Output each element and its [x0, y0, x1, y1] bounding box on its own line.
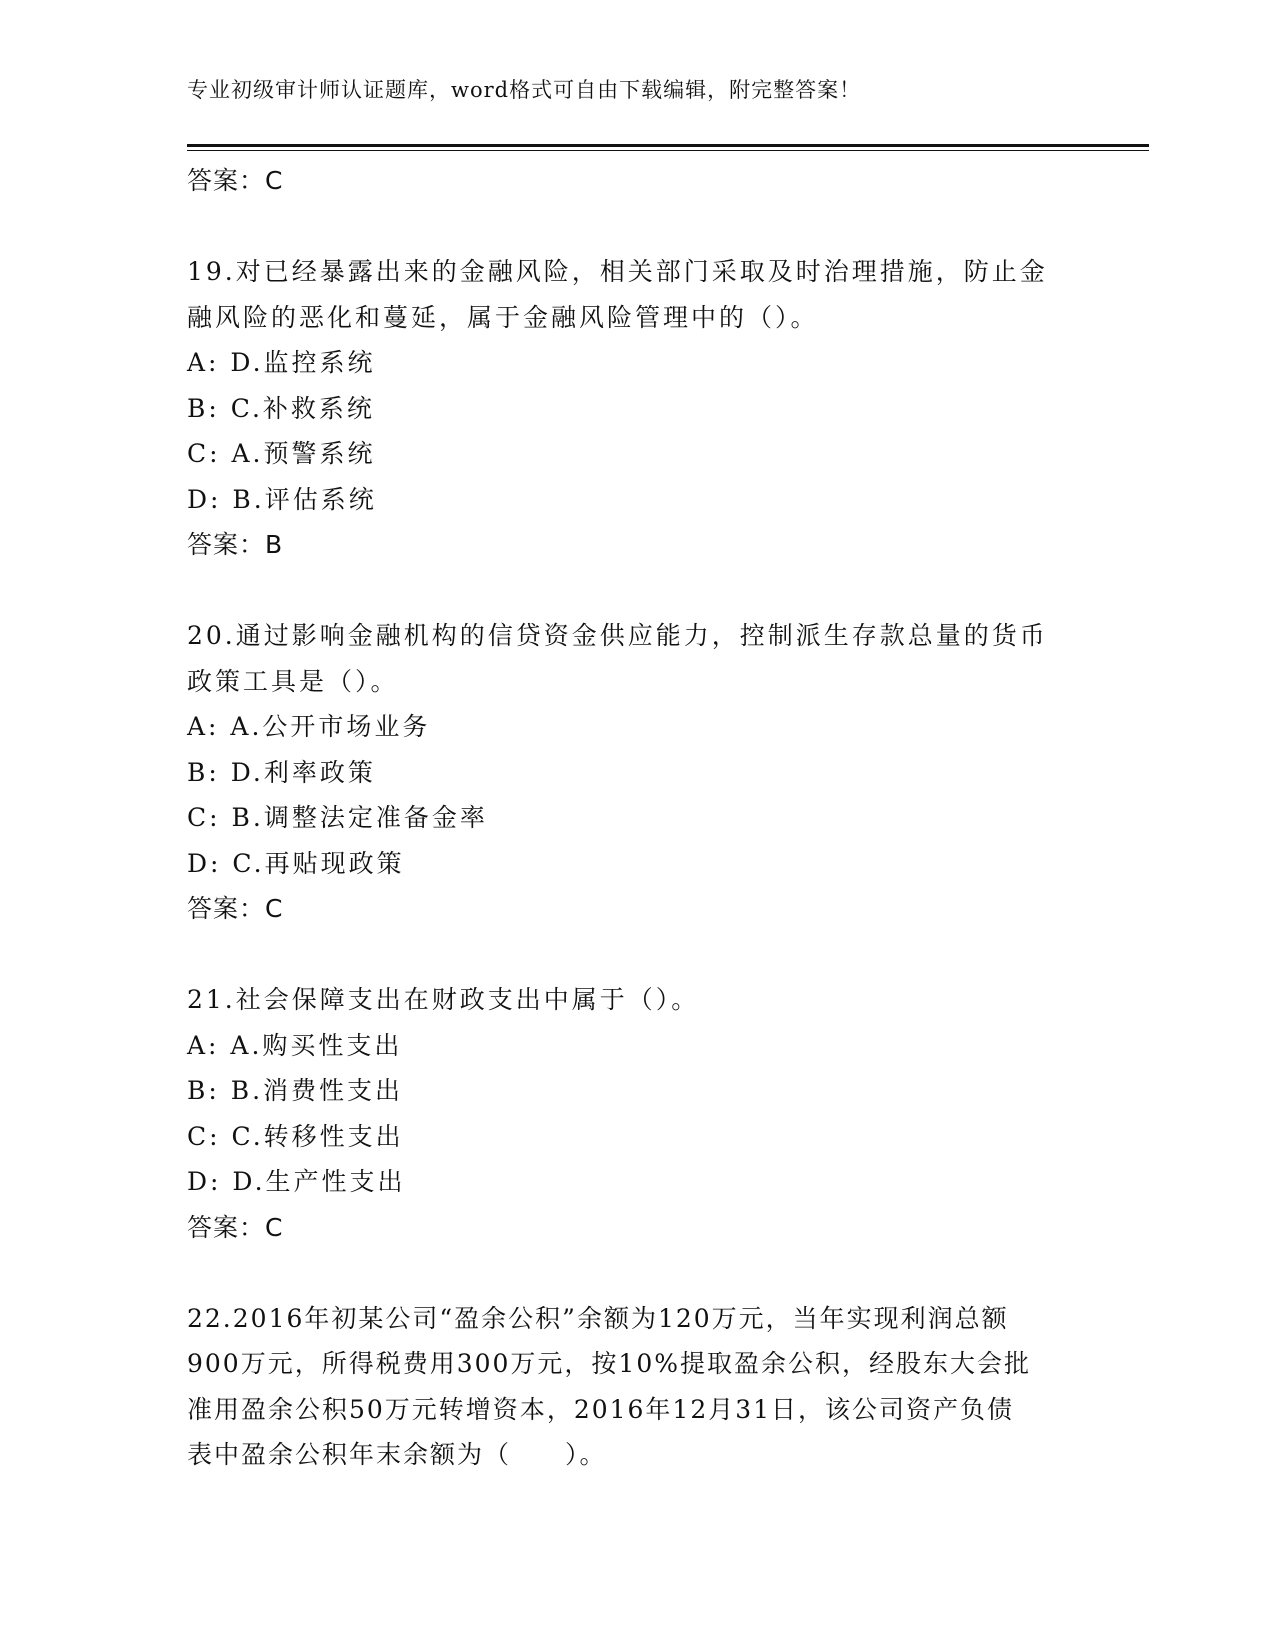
option-a: A: A.购买性支出: [187, 1030, 403, 1060]
question-text-line: 表中盈余公积年末余额为（ ）。: [187, 1440, 607, 1469]
option-d: D: C.再贴现政策: [187, 848, 405, 878]
question-19: [187, 249, 1087, 568]
question-text-line: 21.社会保障支出在财政支出中属于（）。: [187, 985, 700, 1014]
answer: 答案：C: [187, 1212, 284, 1242]
option-b: B: C.补救系统: [187, 393, 375, 423]
spacer: [187, 932, 1087, 978]
option-d: D: D.生产性支出: [187, 1167, 406, 1196]
option-b: B: B.消费性支出: [187, 1076, 404, 1105]
option-a: A: A.公开市场业务: [187, 712, 431, 741]
question-text-line: 22.2016年初某公司“盈余公积”余额为120万元，当年实现利润总额: [187, 1303, 1009, 1333]
document-body: [187, 158, 1087, 1478]
question-text-line: 20.通过影响金融机构的信贷资金供应能力，控制派生存款总量的货币: [187, 621, 1048, 650]
option-c: C: B.调整法定准备金率: [187, 803, 488, 832]
answer: 答案：B: [187, 530, 284, 559]
option-b: B: D.利率政策: [187, 757, 376, 787]
spacer: [187, 568, 1087, 614]
question-22: [187, 1296, 1087, 1478]
question-text-line: 融风险的恶化和蔓延，属于金融风险管理中的（）。: [187, 302, 819, 332]
question-text-line: 准用盈余公积50万元转增资本，2016年12月31日，该公司资产负债: [187, 1394, 1015, 1424]
question-text-line: 900万元，所得税费用300万元，按10%提取盈余公积，经股东大会批: [187, 1349, 1032, 1378]
answer: 答案：C: [187, 894, 284, 923]
page-header: 专业初级审计师认证题库，word格式可自由下载编辑，附完整答案！: [187, 78, 862, 102]
spacer: [187, 204, 1087, 250]
header-rule-thin: [187, 150, 1149, 151]
question-text-line: 19.对已经暴露出来的金融风险，相关部门采取及时治理措施，防止金: [187, 257, 1048, 286]
option-c: C: A.预警系统: [187, 439, 376, 468]
question-21: [187, 977, 1087, 1250]
spacer: [187, 1250, 1087, 1296]
option-d: D: B.评估系统: [187, 484, 377, 514]
header-rule-thick: [187, 144, 1149, 147]
question-20: [187, 613, 1087, 932]
previous-answer: 答案：C: [187, 166, 284, 195]
option-c: C: C.转移性支出: [187, 1121, 404, 1151]
option-a: A: D.监控系统: [187, 348, 376, 377]
question-text-line: 政策工具是（）。: [187, 666, 399, 696]
